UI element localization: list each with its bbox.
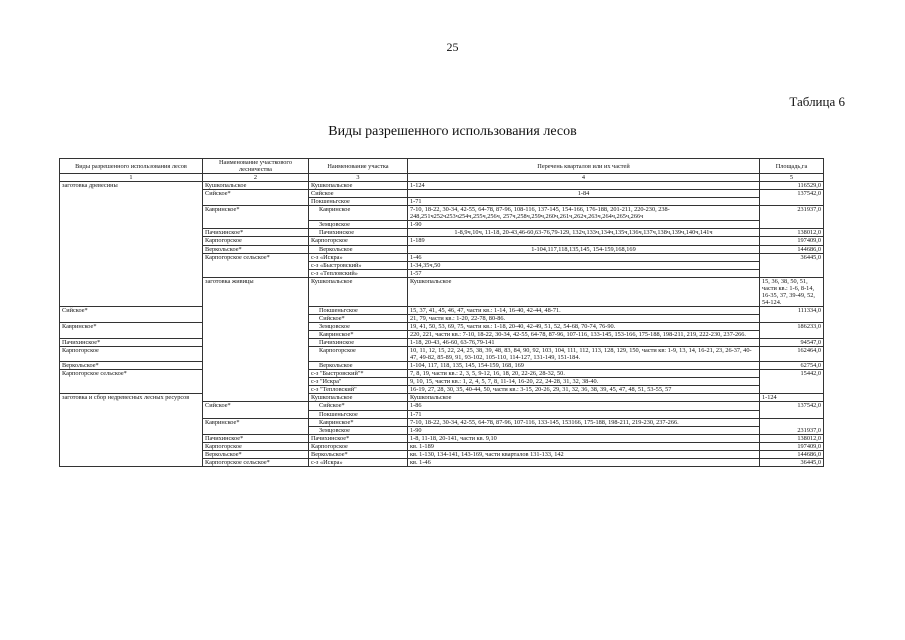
forestry-cell: Карпогорское сельское* <box>203 253 309 277</box>
header-num: 4 <box>408 174 760 182</box>
plot-cell: Кушкопальское <box>309 182 408 190</box>
area-cell: 231937,0 <box>760 206 824 229</box>
quarters-cell: 1-90 <box>408 426 760 434</box>
table-row <box>60 347 824 362</box>
header-plot: Наименование участка <box>309 159 408 174</box>
quarters-cell: 7-10, 18-22, 30-34, 42-55, 64-78, 87-96, 107-116, 133-145, 153166, 175-188, 198-211, 219-230, 237-266. <box>408 418 760 426</box>
quarters-cell: 7-10, 18-22, 30-34, 42-55, 64-78, 87-96, 108-116, 137-145, 154-166, 176-188, 201-211, 220-230, 238-248,251ч252ч253ч254ч,255ч,256ч, 257ч,258ч,259ч,260ч,261ч,262ч,263ч,264ч,265ч,266ч <box>408 206 760 221</box>
header-use-type: Виды разрешенного использования лесов <box>60 159 203 174</box>
table-row <box>60 370 824 378</box>
quarters-cell: 1-124 <box>760 394 824 402</box>
plot-cell: Кушкопальское <box>408 394 760 402</box>
forestry-cell: Веркольское* <box>60 362 203 370</box>
quarters-cell: 1-71 <box>408 410 760 418</box>
forestry-cell: Кавринское* <box>203 418 309 434</box>
quarters-cell: кв. 1-130, 134-141, 143-169, части кварталов 131-133, 142 <box>408 450 760 458</box>
forestry-cell: Веркольское* <box>203 450 309 458</box>
plot-cell: Веркольское* <box>309 450 408 458</box>
header-number-row <box>60 174 824 182</box>
area-cell: 137542,0 <box>760 402 824 418</box>
plot-cell: Покшеньгское <box>309 306 408 314</box>
header-num: 2 <box>203 174 309 182</box>
area-cell: 111334,0 <box>760 306 824 322</box>
quarters-cell: кв. 1-46 <box>408 458 760 466</box>
area-cell: 144686,0 <box>760 245 824 253</box>
document-title: Виды разрешенного использования лесов <box>328 124 577 139</box>
table-row <box>60 362 824 370</box>
plot-cell: с-з "Быстровский"* <box>309 370 408 378</box>
plot-cell: Веркольское <box>309 362 408 370</box>
quarters-cell: 1-34,35ч,50 <box>408 261 760 269</box>
quarters-cell: 1-124 <box>408 182 760 190</box>
forestry-cell: Сийское* <box>203 402 309 418</box>
forestry-cell: Пачихинское* <box>203 229 309 237</box>
quarters-cell: 15, 36, 38, 50, 51, части кв.: 1-6, 8-14, 16-35, 37, 39-49, 52, 54-124. <box>760 277 824 306</box>
forestry-cell: Карпогорское <box>203 237 309 245</box>
plot-cell: с-з «Тепловский» <box>309 269 408 277</box>
quarters-cell: 1-8, 11-18, 20-141, части кв. 9,10 <box>408 434 760 442</box>
quarters-cell: 220, 221, части кв.: 7-10, 18-22, 30-34, 42-55, 64-78, 87-96, 107-116, 133-145, 153-166, 175-188, 198-211, 219, 222-230, 237-266. <box>408 331 760 339</box>
quarters-cell: 7, 8, 19, части кв.: 2, 3, 5, 9-12, 16, 18, 20, 22-26, 28-32, 50. <box>408 370 760 378</box>
quarters-cell: 1-104,117,118,135,145, 154-159,168,169 <box>408 245 760 253</box>
header-quarters: Перечень кварталов или их частей <box>408 159 760 174</box>
area-cell: 186233,0 <box>760 322 824 338</box>
area-cell: 62754,0 <box>760 362 824 370</box>
table-row <box>60 394 824 402</box>
header-area: Площадь,га <box>760 159 824 174</box>
use-type-cell: заготовка живицы <box>203 277 309 402</box>
area-cell: 231937,0 <box>760 418 824 434</box>
plot-cell: Кавринское* <box>309 418 408 426</box>
plot-cell: с-з "Тепловский" <box>309 386 408 394</box>
plot-cell: Сийское* <box>309 402 408 410</box>
forestry-cell: Карпогорское сельское* <box>60 370 203 394</box>
plot-cell: Земцовское <box>309 322 408 330</box>
forestry-cell: Кушкопальское <box>203 182 309 190</box>
header-num: 5 <box>760 174 824 182</box>
quarters-cell: 1-189 <box>408 237 760 245</box>
plot-cell: Карпогорское <box>309 442 408 450</box>
forestry-cell: Кавринское* <box>203 206 309 229</box>
quarters-cell: 1-18, 20-43, 46-60, 63-76,79-141 <box>408 339 760 347</box>
plot-cell: с-з «Быстровский» <box>309 261 408 269</box>
table-row <box>60 339 824 347</box>
quarters-cell: 16-19, 27, 28, 30, 35, 40-44, 50, части кв.: 3-15, 20-26, 29, 31, 32, 36, 38, 39, 45, 47, 48, 51, 53-55, 57 <box>408 386 760 394</box>
plot-cell: Покшеньгское <box>309 410 408 418</box>
quarters-cell: 1-46 <box>408 253 760 261</box>
area-cell: 137542,0 <box>760 190 824 206</box>
header-forestry: Наименование участкового лесничества <box>203 159 309 174</box>
plot-cell: с-з "Искра" <box>309 378 408 386</box>
header-num: 1 <box>60 174 203 182</box>
area-cell: 116529,0 <box>760 182 824 190</box>
plot-cell: Карпогорское <box>309 347 408 362</box>
plot-cell: Пачихинское <box>309 339 408 347</box>
plot-cell: с-з «Искра» <box>309 458 408 466</box>
plot-cell: с-з «Искра» <box>309 253 408 261</box>
quarters-cell: 10, 11, 12, 15, 22, 24, 25, 38, 39, 48, 83, 84, 90, 92, 103, 104, 111, 112, 113, 128, 129, 150, части кв: 1-9, 13, 14, 16-21, 23, 26-37, 40-47, 49-82, 85-89, 91, 93-102, 105-110, 114-127, 131-149, 151-184. <box>408 347 760 362</box>
forestry-cell: Сийское* <box>203 190 309 206</box>
plot-cell: Веркольское <box>309 245 408 253</box>
header-num: 3 <box>309 174 408 182</box>
table-label: Таблица 6 <box>789 94 845 109</box>
forestry-cell: Карпогорское <box>203 442 309 450</box>
forestry-cell: Кавринское* <box>60 322 203 338</box>
plot-cell: Карпогорское <box>309 237 408 245</box>
forestry-cell: Пачихинское* <box>60 339 203 347</box>
area-cell: 15442,0 <box>760 370 824 394</box>
area-cell: 138012,0 <box>760 229 824 237</box>
area-cell: 94547,0 <box>760 339 824 347</box>
page-number: 25 <box>446 40 459 54</box>
plot-cell: Пачихинское <box>309 229 408 237</box>
quarters-cell: 1-8,9ч,10ч, 11-18, 20-43,46-60,63-76,79-129, 132ч,133ч,134ч,135ч,136ч,137ч,138ч,139ч,140ч,141ч <box>408 229 760 237</box>
use-type-cell: заготовка древесины <box>60 182 203 307</box>
area-cell: 144686,0 <box>760 450 824 458</box>
forestry-cell: Карпогорское <box>60 347 203 362</box>
quarters-cell: 1-104, 117, 118, 135, 145, 154-159, 168, 169 <box>408 362 760 370</box>
forestry-cell: Пачихинское* <box>203 434 309 442</box>
forest-use-table <box>59 158 824 467</box>
table-row <box>60 306 824 314</box>
plot-cell: Сийское <box>309 190 408 198</box>
use-type-cell: заготовка и сбор недревесных лесных ресурсов <box>60 394 203 466</box>
forestry-cell: Кушкопальское <box>309 277 408 306</box>
plot-cell: Кушкопальское <box>408 277 760 306</box>
area-cell: 36445,0 <box>760 253 824 277</box>
forestry-cell: Карпогорское сельское* <box>203 458 309 466</box>
quarters-cell: 19, 41, 50, 53, 69, 75, части кв.: 1-18, 20-40, 42-49, 51, 52, 54-68, 70-74, 76-90. <box>408 322 760 330</box>
quarters-cell: 1-71 <box>408 198 760 206</box>
forestry-cell: Веркольское* <box>203 245 309 253</box>
table-row <box>60 322 824 330</box>
area-cell: 197409,0 <box>760 237 824 245</box>
quarters-cell: 15, 37, 41, 45, 46, 47, части кв.: 1-14, 16-40, 42-44, 48-71. <box>408 306 760 314</box>
plot-cell: Покшеньгское <box>309 198 408 206</box>
quarters-cell: кв. 1-189 <box>408 442 760 450</box>
plot-cell: Кавринское* <box>309 331 408 339</box>
plot-cell: Пачихинское* <box>309 434 408 442</box>
area-cell: 36445,0 <box>760 458 824 466</box>
quarters-cell: 1-86 <box>408 402 760 410</box>
area-cell: 138012,0 <box>760 434 824 442</box>
quarters-cell: 9, 10, 15, части кв.: 1, 2, 4, 5, 7, 8, 11-14, 16-20, 22, 24-28, 31, 32, 38-40. <box>408 378 760 386</box>
quarters-cell: 1-57 <box>408 269 760 277</box>
quarters-cell: 1-90 <box>408 221 760 229</box>
plot-cell: Сийское* <box>309 314 408 322</box>
table-row <box>60 182 824 190</box>
header-row <box>60 159 824 174</box>
area-cell: 162464,0 <box>760 347 824 362</box>
plot-cell: Земцовское <box>309 426 408 434</box>
plot-cell: Кавринское <box>309 206 408 221</box>
plot-cell: Земцовское <box>309 221 408 229</box>
forestry-cell: Кушкопальское <box>309 394 408 402</box>
quarters-cell: 1-84 <box>408 190 760 198</box>
area-cell: 197409,0 <box>760 442 824 450</box>
forestry-cell: Сийское* <box>60 306 203 322</box>
quarters-cell: 21, 79, части кв.: 1-20, 22-78, 80-86. <box>408 314 760 322</box>
